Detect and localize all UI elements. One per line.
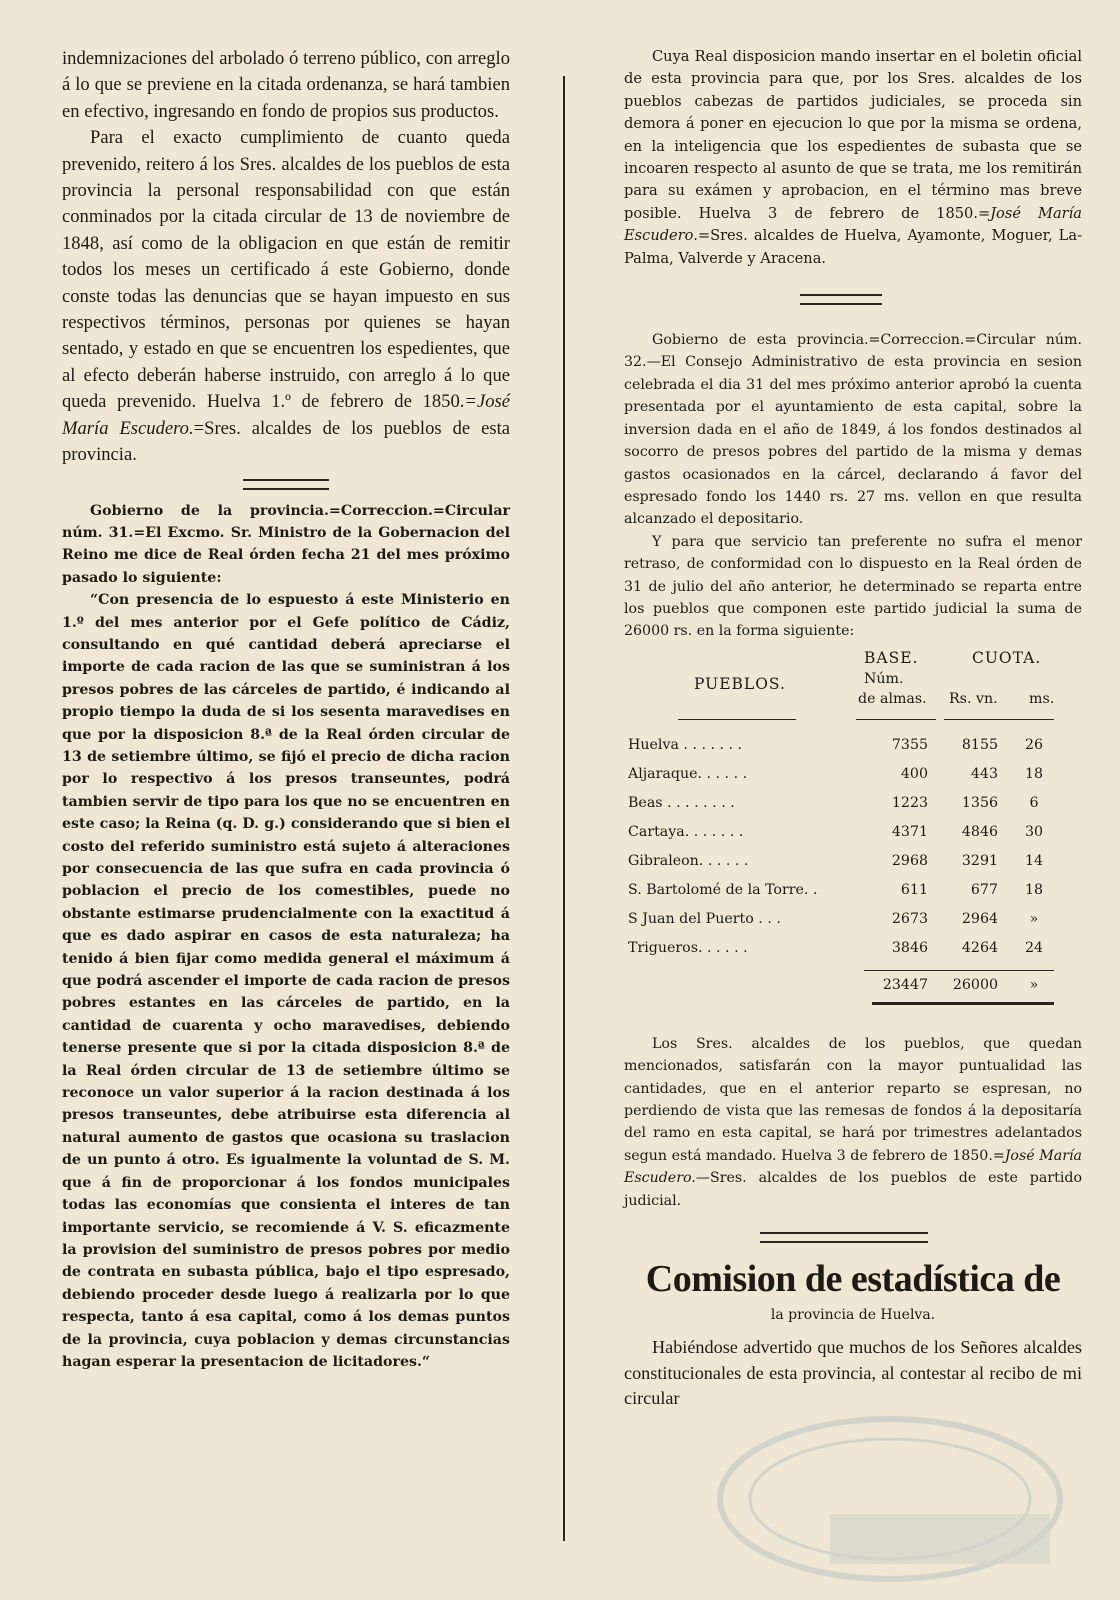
table-row: [624, 766, 1082, 795]
paragraph-cumplimiento-address: =Sres. alcaldes de los pueblos de esta provincia.: [62, 417, 510, 466]
header-underline: [944, 719, 1054, 720]
circular-31-intro: Gobierno de la provincia.=Correccion.=Circular núm. 31.=El Excmo. Sr. Ministro de la Gobernacion del Reino me dice de Real órden fecha 21 del mes próximo pasado lo siguiente:: [62, 502, 510, 586]
header-pueblos: PUEBLOS.: [694, 674, 786, 693]
table-body: [624, 737, 1082, 969]
paragraph-real-disposicion: [624, 46, 1082, 270]
section-separator: [760, 1232, 928, 1243]
header-underline: [678, 719, 796, 720]
row-pueblo: Aljaraque. . . . . .: [628, 765, 748, 782]
header-cuota: CUOTA.: [972, 648, 1042, 667]
circular-31-body: “Con presencia de lo espuesto á este Ministerio en 1.º del mes anterior por el Gefe político de Cádiz, consultando en qué cantidad deberá apreciarse el importe de cada racion de las que se suministran á los presos pobres de las cárceles de partido, é indicando al propio tiempo la duda de si los sesenta maravedises en que por la disposicion 8.ª de la Real órden circular de 13 de setiembre último, se fijó el precio de dicha racion por lo respectivo á los presos transeuntes, podrá tambien servir de tipo para los que no se encuentren en este caso; la Reina (q. D. g.) considerando que si bien el costo del referido suministro está sujeto á alteraciones por consecuencia de las que sufra en cada provincia ó poblacion el precio de los comestibles, puede no obstante estimarse prudencialmente con la exactitud á que es dado aspirar en casos de esta naturaleza; ha tenido á bien fijar como medida general el máximum á que podrá ascender el importe de cada racion de presos pobres estantes en las cárceles de partido, en la cantidad de cuarenta y ocho maravedises, debiendo tenerse presente que si por la citada disposicion 8.ª de la Real órden circular de 13 de setiembre último se reconoce un valor superior á la racion destinada á los presos transeuntes, debe atribuirse esta diferencia al natural aumento de gastos que ocasiona su traslacion de un punto á otro. Es igualmente la voluntad de S. M. que á fin de proporcionar á los fondos municipales todas las economías que consienta el interes de tan importante servicio, se recomiende á V. S. eficazmente la provision del suministro de presos pobres por medio de contrata en subasta pública, bajo el tipo espresado, debiendo proceder desde luego á realizarla por lo que respecta, tanto á esa capital, como á los demas puntos de la provincia, cuya poblacion y demas circunstancias hagan esperar la presentacion de licitadores.“: [62, 592, 510, 1370]
circular-32-reparto: Y para que servicio tan preferente no sufra el menor retraso, de conformidad con lo dispuesto en la Real órden de 31 de julio del año anterior, he determinado se reparta entre los pueblos que componen este partido judicial la suma de 26000 rs. en la forma siguiente:: [624, 533, 1082, 640]
total-line-bottom: [872, 1002, 1054, 1005]
header-rs-vn: Rs. vn.: [949, 690, 998, 707]
paragraph-alcaldes-satisfaran: [624, 1033, 1082, 1212]
section-separator: [800, 294, 882, 305]
row-rs: 2964: [961, 910, 998, 927]
table-header: [624, 649, 1082, 725]
row-ms: 18: [1024, 881, 1044, 898]
header-ms: ms.: [1029, 690, 1055, 707]
table-row: [624, 737, 1082, 766]
header-base: BASE.: [864, 648, 919, 667]
row-rs: 443: [970, 765, 998, 782]
row-pueblo: Huelva . . . . . . .: [628, 736, 743, 753]
table-row: [624, 824, 1082, 853]
row-base: 7355: [891, 736, 928, 753]
table-row: [624, 882, 1082, 911]
total-ms: »: [1029, 976, 1039, 993]
row-rs: 4264: [961, 939, 998, 956]
row-ms: 26: [1024, 736, 1044, 753]
row-rs: 677: [970, 881, 998, 898]
row-pueblo: Gibraleon. . . . . .: [628, 852, 749, 869]
paragraph-indemnizaciones: indemnizaciones del arbolado ó terreno público, con arreglo á lo que se previene en la citada ordenanza, se hará tambien en efectivo, ingresando en fondo de propios sus productos.: [62, 48, 510, 122]
row-rs: 1356: [961, 794, 998, 811]
paragraph-alcaldes-satisfaran-address: —Sres. alcaldes de los pueblos de este partido judicial.: [624, 1170, 1082, 1209]
header-num: Núm.: [864, 670, 904, 687]
row-base: 2673: [891, 910, 928, 927]
row-rs: 4846: [961, 823, 998, 840]
row-base: 2968: [891, 852, 928, 869]
row-pueblo: Cartaya. . . . . . .: [628, 823, 744, 840]
row-ms: »: [1029, 910, 1039, 927]
total-rs: 26000: [952, 976, 998, 993]
table-row: [624, 911, 1082, 940]
row-base: 400: [900, 765, 928, 782]
row-pueblo: Trigueros. . . . . .: [628, 939, 748, 956]
row-base: 3846: [891, 939, 928, 956]
left-column: [62, 46, 510, 1373]
header-almas: de almas.: [858, 690, 927, 707]
row-base: 611: [900, 881, 928, 898]
signature-escudero: =José María Escudero.: [62, 391, 510, 439]
distribution-table: [624, 649, 1082, 1003]
library-stamp-watermark: [700, 1404, 1080, 1584]
circular-32-intro: Gobierno de esta provincia.=Correccion.=Circular núm. 32.—El Consejo Administrativo de esta provincia en sesion celebrada el dia 31 del mes próximo anterior aprobó la cuenta presentada por el ayuntamiento de esta capital, sobre la inversion dada en el año de 1849, á los fondos destinados al socorro de presos pobres del partido de la misma y demas gastos ocasionados en la cárcel, declarando á favor del espresado fondo los 1440 rs. 27 ms. vellon en que resulta alcanzado el depositario.: [624, 332, 1082, 528]
row-ms: 14: [1024, 852, 1044, 869]
row-pueblo: Beas . . . . . . . .: [628, 794, 735, 811]
row-ms: 6: [1029, 794, 1039, 811]
paragraph-cumplimiento-text: Para el exacto cumplimiento de cuanto queda prevenido, reitero á los Sres. alcaldes de los pueblos de esta provincia la personal responsabilidad con que están conminados por la citada circular de 13 de noviembre de 1848, así como de la obligacion en que están de remitir todos los meses un certificado á este Gobierno, donde conste todas las denuncias que se hayan impuesto en sus respectivos términos, personas por quienes se hayan sentado, y estado en que se encuentren los espedientes, que al efecto deberán haberse instruido, con arreglo á lo que queda prevenido. Huelva 1.º de febrero de 1850.: [62, 127, 510, 413]
total-base: 23447: [882, 976, 928, 993]
paragraph-real-disposicion-address: =Sres. alcaldes de Huelva, Ayamonte, Moguer, La-Palma, Valverde y Aracena.: [624, 227, 1082, 267]
row-ms: 30: [1024, 823, 1044, 840]
table-row: [624, 940, 1082, 969]
row-base: 4371: [891, 823, 928, 840]
total-line-top: [864, 970, 1054, 971]
section-separator: [243, 479, 329, 490]
table-row: [624, 853, 1082, 882]
paragraph-cumplimiento: [62, 125, 510, 468]
row-pueblo: S Juan del Puerto . . .: [628, 910, 781, 927]
section-subheading: la provincia de Huelva.: [770, 1307, 936, 1323]
table-row: [624, 795, 1082, 824]
header-underline: [856, 719, 936, 720]
signature-escudero: =José María Escudero.: [624, 204, 1082, 245]
row-rs: 8155: [961, 736, 998, 753]
right-column: [624, 46, 1082, 1412]
table-total-row: [624, 969, 1082, 1003]
paragraph-habiendose: Habiéndose advertido que muchos de los Señores alcaldes constitucionales de esta provincia, al contestar al recibo de mi circular: [624, 1337, 1082, 1409]
row-ms: 24: [1024, 939, 1044, 956]
column-divider: [563, 76, 565, 1541]
row-base: 1223: [891, 794, 928, 811]
paragraph-real-disposicion-text: Cuya Real disposicion mando insertar en el boletin oficial de esta provincia para que, por los Sres. alcaldes de los pueblos cabezas de partidos judiciales, se proceda sin demora á poner en ejecucion lo que por la misma se ordena, en la inteligencia que los espedientes de subasta que se incoaren respecto al asunto de que se trata, me los remitirán para su exámen y aprobacion, en el término mas breve posible. Huelva 3 de febrero de 1850.: [624, 48, 1082, 222]
paragraph-alcaldes-satisfaran-text: Los Sres. alcaldes de los pueblos, que quedan mencionados, satisfarán con la mayor puntualidad las cantidades, que en el anterior reparto se espresan, no perdiendo de vista que las remesas de fondos á la depositaría del ramo en esta capital, se hará por trimestres adelantados segun está mandado. Huelva 3 de febrero de 1850.: [624, 1035, 1082, 1164]
section-heading-estadistica: Comision de estadística de: [645, 1258, 1061, 1300]
row-rs: 3291: [961, 852, 998, 869]
row-pueblo: S. Bartolomé de la Torre. .: [628, 881, 818, 898]
row-ms: 18: [1024, 765, 1044, 782]
signature-escudero: =José María Escudero.: [624, 1147, 1082, 1187]
